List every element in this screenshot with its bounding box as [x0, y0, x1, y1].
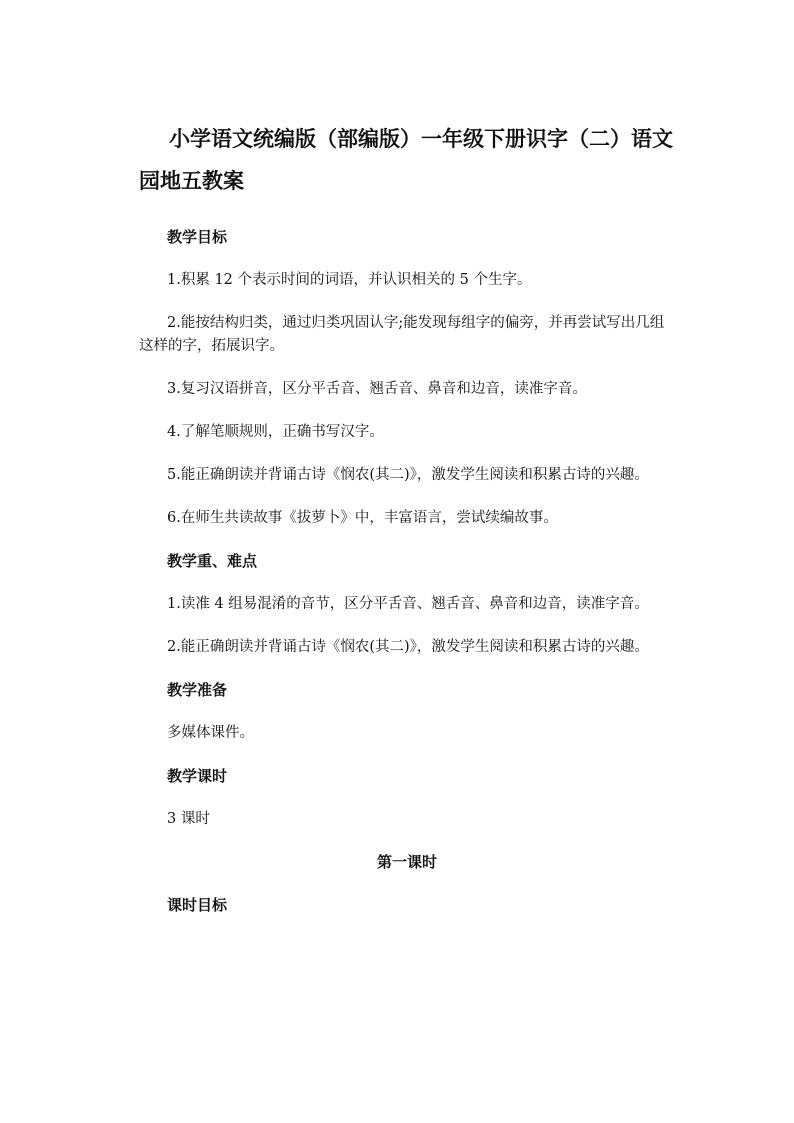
objective-6: 6.在师生共读故事《拔萝卜》中，丰富语言，尝试续编故事。 — [167, 510, 558, 526]
class-hours-text: 3 课时 — [167, 811, 210, 827]
document-title: 小学语文统编版（部编版）一年级下册识字（二）语文园地五教案 — [139, 126, 673, 193]
section-heading-class-hours: 教学课时 — [167, 767, 228, 785]
section-heading-preparation: 教学准备 — [167, 681, 228, 699]
objective-3: 3.复习汉语拼音，区分平舌音、翘舌音、鼻音和边音，读准字音。 — [167, 381, 587, 397]
objective-5: 5.能正确朗读并背诵古诗《悯农(其二)》，激发学生阅读和积累古诗的兴趣。 — [167, 467, 649, 483]
objective-2: 2.能按结构归类，通过归类巩固认字;能发现每组字的偏旁，并再尝试写出几组这样的字，拓展识字。 — [139, 315, 665, 354]
lesson-heading: 第一课时 — [376, 853, 437, 871]
section-heading-objectives: 教学目标 — [167, 228, 228, 246]
section-heading-key-points: 教学重、难点 — [167, 552, 258, 570]
lesson-subheading: 课时目标 — [167, 896, 228, 914]
document-page — [139, 118, 675, 917]
objective-1: 1.积累 12 个表示时间的词语，并认识相关的 5 个生字。 — [167, 272, 532, 288]
key-point-2: 2.能正确朗读并背诵古诗《悯农(其二)》，激发学生阅读和积累古诗的兴趣。 — [167, 639, 649, 655]
preparation-text: 多媒体课件。 — [167, 725, 254, 741]
key-point-1: 1.读准 4 组易混淆的音节，区分平舌音、翘舌音、鼻音和边音，读准字音。 — [167, 596, 649, 612]
objective-4: 4.了解笔顺规则，正确书写汉字。 — [167, 424, 384, 440]
